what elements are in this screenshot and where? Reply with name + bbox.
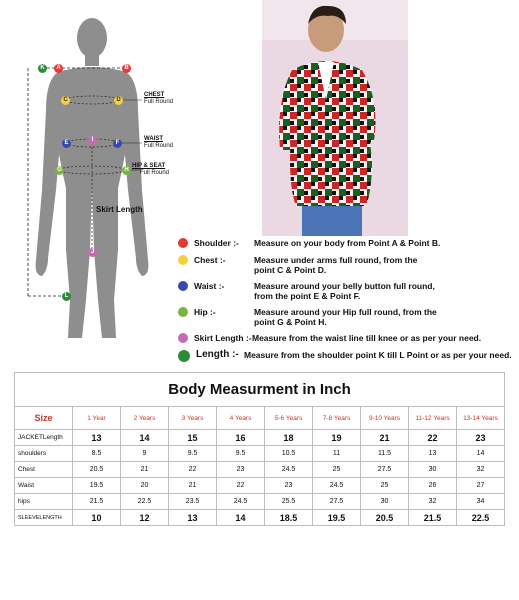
- table-row: [15, 494, 505, 510]
- measurement-table: [14, 372, 505, 526]
- table-cell: 14: [457, 446, 505, 462]
- table-cell: 25: [361, 478, 409, 494]
- legend-hip: [178, 307, 444, 327]
- legend-name: Length :-: [196, 349, 239, 360]
- hip-sub: Full Round: [140, 170, 170, 176]
- hip-label: [132, 163, 169, 177]
- table-cell: 12: [121, 510, 169, 526]
- size-col-header: 11-12 Years: [409, 407, 457, 430]
- table-cell: 21.5: [73, 494, 121, 510]
- row-label: SLEEVELENGTH: [15, 510, 73, 526]
- table-cell: 20: [121, 478, 169, 494]
- legend-shoulder: [178, 238, 464, 248]
- table-cell: 30: [409, 462, 457, 478]
- red-dot-icon: [178, 238, 188, 248]
- table-cell: 25: [313, 462, 361, 478]
- table-cell: 30: [361, 494, 409, 510]
- chest-sub: Full Round: [144, 99, 174, 105]
- purple-dot-icon: [178, 333, 188, 343]
- size-col-header: 2 Years: [121, 407, 169, 430]
- table-cell: 13: [409, 446, 457, 462]
- table-cell: 20.5: [361, 510, 409, 526]
- table-cell: 22: [409, 430, 457, 446]
- legend-text: Measure under arms full round, from the point C & Point D.: [254, 255, 418, 275]
- table-cell: 23: [217, 462, 265, 478]
- table-cell: 22: [217, 478, 265, 494]
- table-row: [15, 478, 505, 494]
- table-cell: 9.5: [217, 446, 265, 462]
- legend-name: Hip :-: [194, 307, 216, 317]
- hip-title: HIP & SEAT: [132, 163, 166, 169]
- skirt-length-label: Skirt Length: [96, 205, 143, 214]
- row-label: hips: [15, 494, 73, 510]
- table-cell: 10: [73, 510, 121, 526]
- table-cell: 21: [121, 462, 169, 478]
- size-col-header: 1 Year: [73, 407, 121, 430]
- table-cell: 26: [409, 478, 457, 494]
- waist-title: WAIST: [144, 136, 163, 142]
- dark-green-dot-icon: [178, 350, 190, 362]
- legend-length: [178, 350, 516, 362]
- waist-sub: Full Round: [144, 143, 174, 149]
- legend-text: Measure from the shoulder point K till L Point or as per your need.: [244, 350, 512, 360]
- point-b-marker: B: [122, 64, 131, 73]
- blue-dot-icon: [178, 281, 188, 291]
- table-cell: 27.5: [313, 494, 361, 510]
- table-header-row: [15, 407, 505, 430]
- table-title: Body Measurment in Inch: [15, 373, 505, 407]
- legend-text: Measure from the waist line till knee or as per your need.: [252, 333, 482, 343]
- table-cell: 23.5: [169, 494, 217, 510]
- table-cell: 19.5: [73, 478, 121, 494]
- legend-text: Measure around your Hip full round, from the point G & Point H.: [254, 307, 437, 327]
- point-e-marker: E: [62, 139, 71, 148]
- table-cell: 22.5: [121, 494, 169, 510]
- table-cell: 13: [169, 510, 217, 526]
- table-cell: 14: [217, 510, 265, 526]
- green-dot-icon: [178, 307, 188, 317]
- row-label: shoulders: [15, 446, 73, 462]
- chest-label: [144, 92, 173, 106]
- table-cell: 24.5: [217, 494, 265, 510]
- legend-text: Measure around your belly button full round, from the point E & Point F.: [254, 281, 435, 301]
- table-cell: 27.5: [361, 462, 409, 478]
- chest-title: CHEST: [144, 92, 165, 98]
- table-title-row: [15, 373, 505, 407]
- size-header: Size: [15, 407, 73, 430]
- table-cell: 32: [409, 494, 457, 510]
- point-d-marker: D: [114, 96, 123, 105]
- point-k-marker: K: [38, 64, 47, 73]
- size-col-header: 5-6 Years: [265, 407, 313, 430]
- table-cell: 9: [121, 446, 169, 462]
- table-cell: 11.5: [361, 446, 409, 462]
- table-cell: 9.5: [169, 446, 217, 462]
- table-cell: 23: [265, 478, 313, 494]
- table-cell: 20.5: [73, 462, 121, 478]
- product-photo: [262, 0, 408, 236]
- table-cell: 25.5: [265, 494, 313, 510]
- yellow-dot-icon: [178, 255, 188, 265]
- size-col-header: 3 Years: [169, 407, 217, 430]
- table-row: [15, 462, 505, 478]
- point-f-marker: F: [113, 139, 122, 148]
- point-j-marker: J: [88, 248, 97, 257]
- size-col-header: 7-8 Years: [313, 407, 361, 430]
- table-row: [15, 510, 505, 526]
- table-row: [15, 430, 505, 446]
- table-cell: 8.5: [73, 446, 121, 462]
- table-cell: 21: [169, 478, 217, 494]
- legend-chest: [178, 255, 434, 275]
- legend-skirt-length: [178, 333, 502, 343]
- legend-waist: [178, 281, 444, 301]
- table-cell: 18: [265, 430, 313, 446]
- table-cell: 22: [169, 462, 217, 478]
- table-cell: 24.5: [313, 478, 361, 494]
- legend-name: Skirt Length :-: [194, 333, 252, 343]
- table-cell: 11: [313, 446, 361, 462]
- size-chart-table: [14, 372, 505, 526]
- size-col-header: 13-14 Years: [457, 407, 505, 430]
- size-col-header: 9-10 Years: [361, 407, 409, 430]
- legend-name: Waist :-: [194, 281, 225, 291]
- table-row: [15, 446, 505, 462]
- legend-name: Shoulder :-: [194, 238, 239, 248]
- table-cell: 16: [217, 430, 265, 446]
- point-i-marker: I: [88, 136, 97, 145]
- child-jacket-photo: [262, 0, 408, 236]
- row-label: Chest: [15, 462, 73, 478]
- point-h-marker: H: [122, 166, 131, 175]
- point-a-marker: A: [54, 64, 63, 73]
- table-cell: 19.5: [313, 510, 361, 526]
- legend-text: Measure on your body from Point A & Point B.: [254, 238, 441, 248]
- table-cell: 18.5: [265, 510, 313, 526]
- table-cell: 27: [457, 478, 505, 494]
- table-cell: 21.5: [409, 510, 457, 526]
- legend-name: Chest :-: [194, 255, 226, 265]
- point-c-marker: C: [61, 96, 70, 105]
- point-g-marker: G: [55, 166, 64, 175]
- table-cell: 23: [457, 430, 505, 446]
- table-cell: 21: [361, 430, 409, 446]
- row-label: JACKETLength: [15, 430, 73, 446]
- table-cell: 10.5: [265, 446, 313, 462]
- size-col-header: 4 Years: [217, 407, 265, 430]
- table-cell: 14: [121, 430, 169, 446]
- table-cell: 13: [73, 430, 121, 446]
- table-cell: 24.5: [265, 462, 313, 478]
- table-cell: 15: [169, 430, 217, 446]
- table-cell: 19: [313, 430, 361, 446]
- table-cell: 32: [457, 462, 505, 478]
- row-label: Waist: [15, 478, 73, 494]
- table-cell: 34: [457, 494, 505, 510]
- table-cell: 22.5: [457, 510, 505, 526]
- point-l-marker: L: [62, 292, 71, 301]
- waist-label: [144, 136, 173, 150]
